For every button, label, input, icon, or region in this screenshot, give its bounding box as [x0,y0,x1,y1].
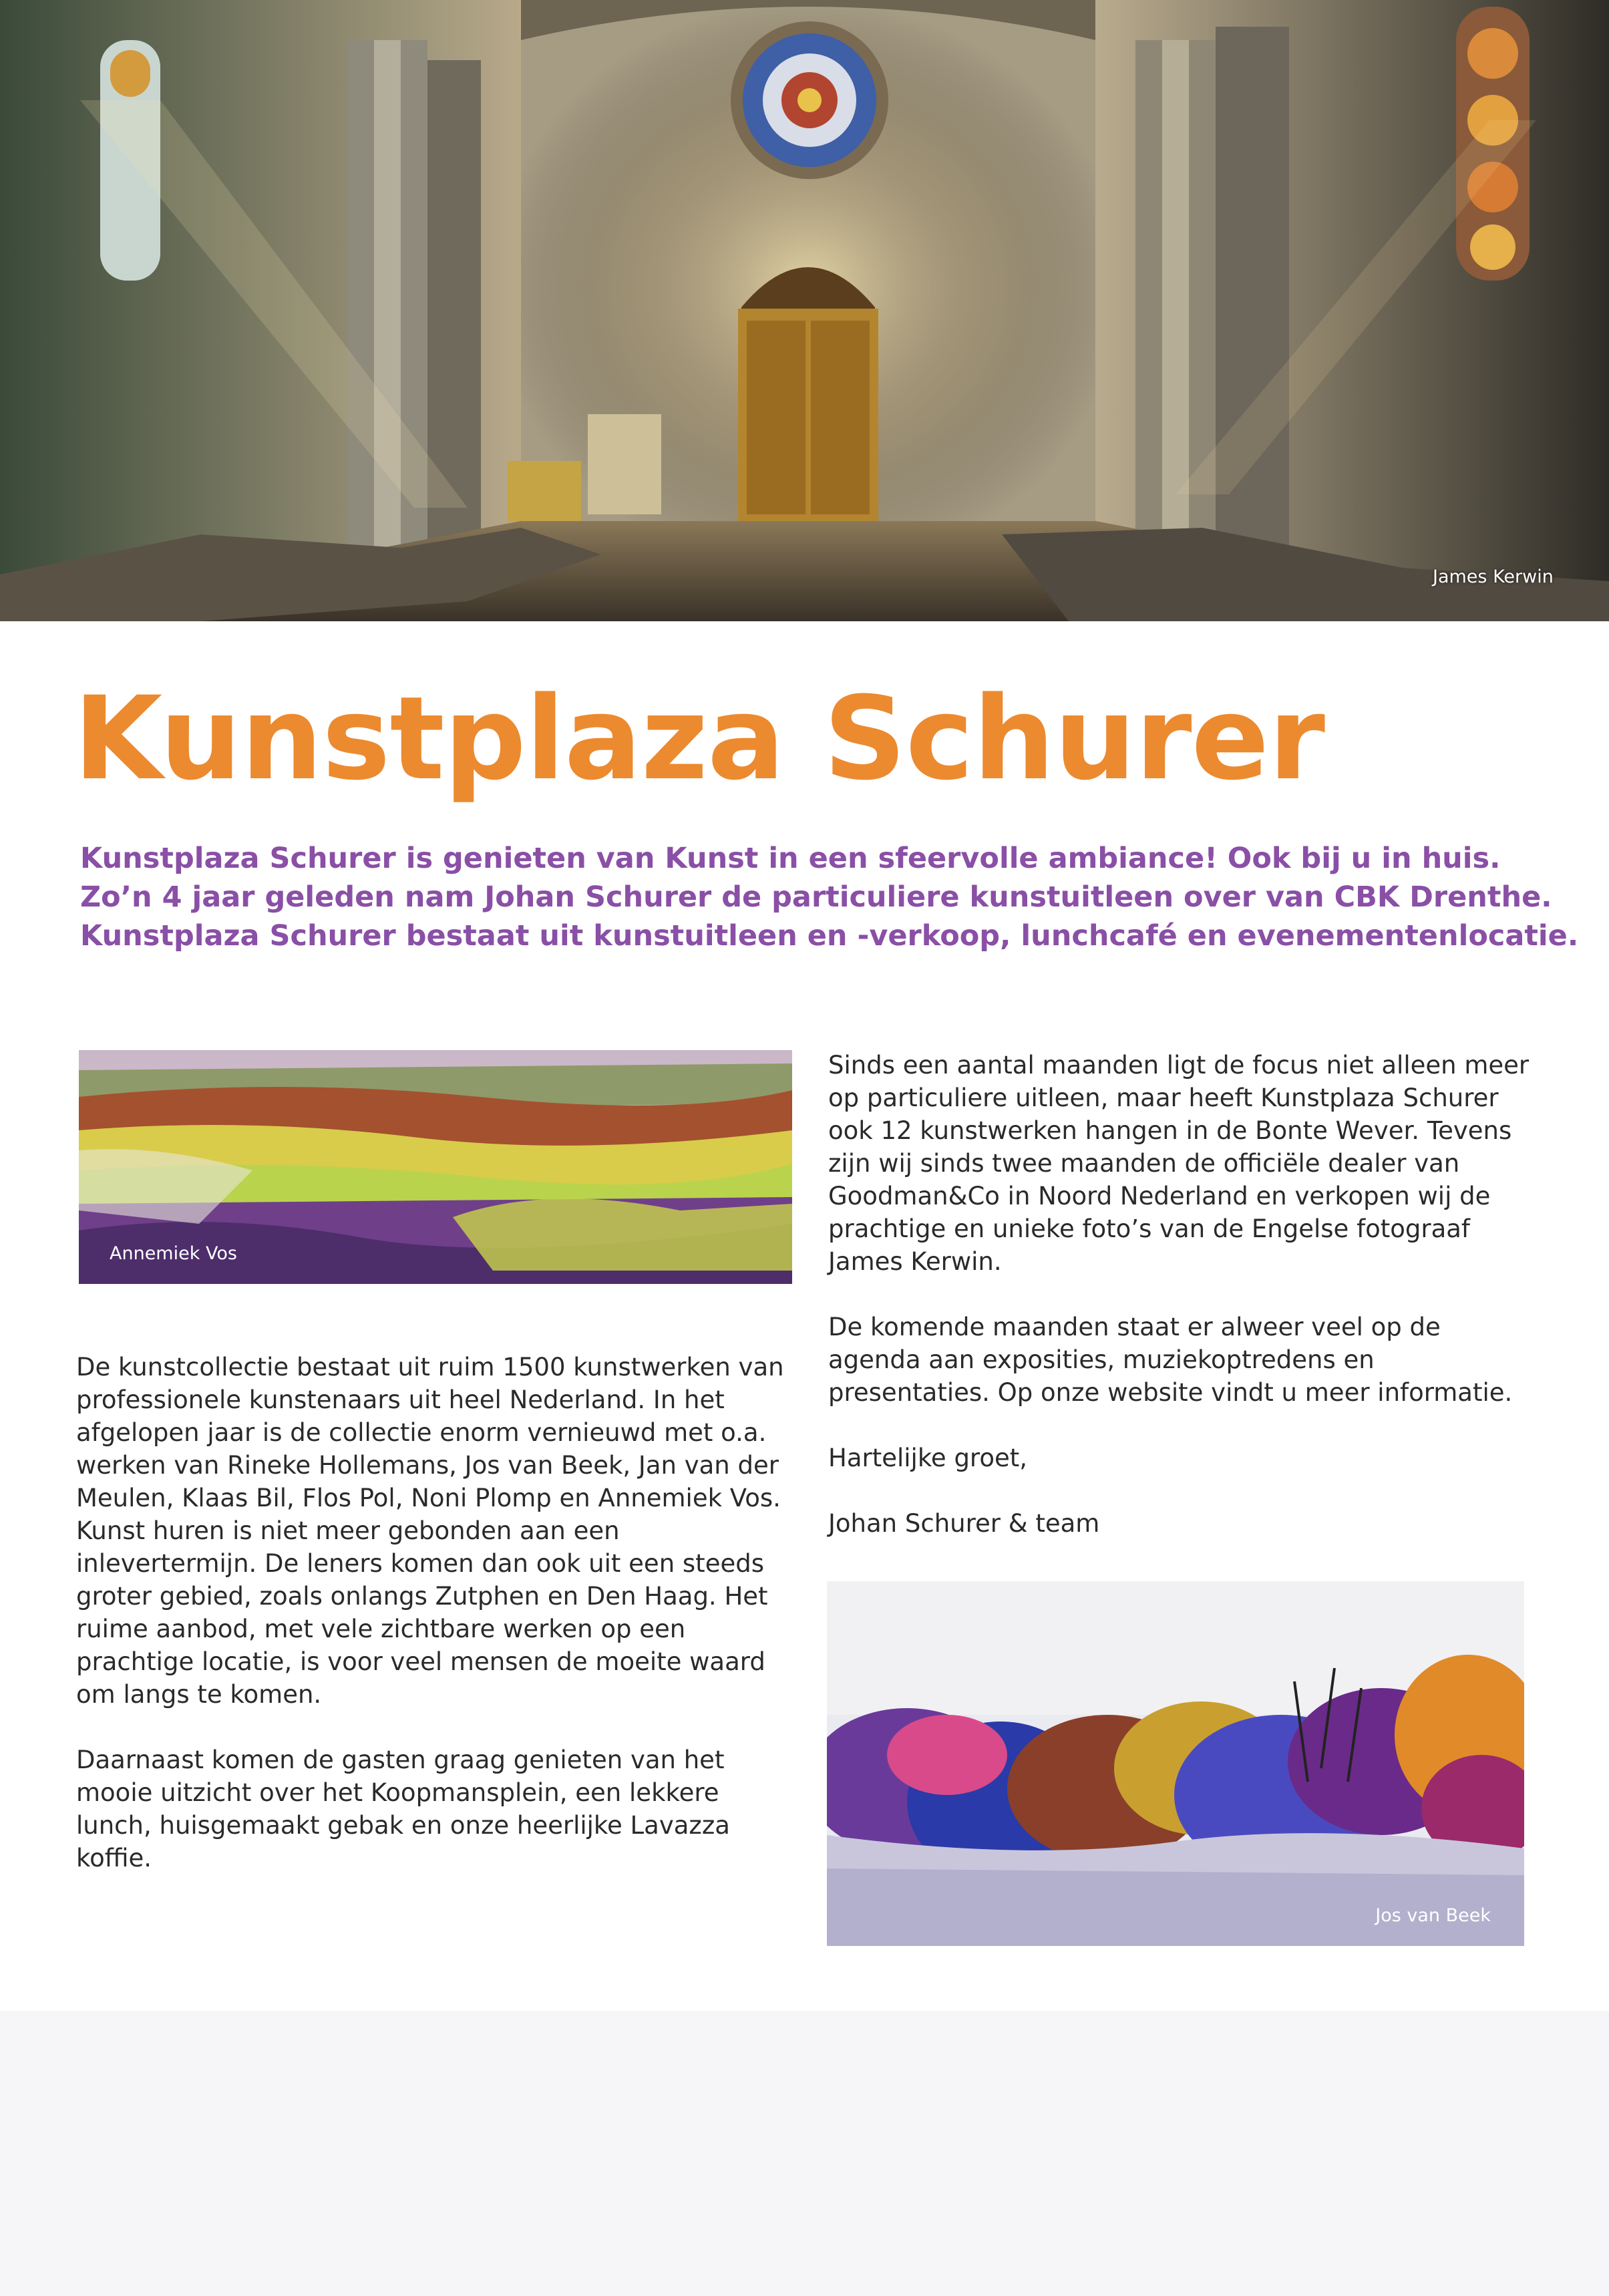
right-text-column [828,1049,1536,1573]
abstract-painting [827,1581,1524,1946]
signature: Johan Schurer & team [828,1509,1100,1538]
greeting: Hartelijke groet, [828,1444,1028,1472]
church-illustration [0,0,1609,621]
body-paragraph: Sinds een aantal maanden ligt de focus niet alleen meer op particuliere uitleen, maar heeft Kunstplaza Schurer ook 12 kunstwerken hangen in de Bonte Wever. Tevens zijn wij sinds twee maanden de officiële dealer van Goodman&Co in Noord Nederland en verkopen wij de prachtige en unieke foto’s van de Engelse fotograaf James Kerwin. [828,1051,1530,1276]
left-text-column [76,1351,784,1907]
page-bottom-band [0,2011,1609,2296]
body-paragraph: De komende maanden staat er alweer veel op de agenda aan exposities, muziekoptredens en presentaties. Op onze website vindt u meer informatie. [828,1313,1513,1407]
intro-line: Kunstplaza Schurer is genieten van Kunst in een sfeervolle ambiance! Ook bij u in huis. [80,842,1501,875]
page-title: Kunstplaza Schurer [73,671,1324,806]
intro-line: Kunstplaza Schurer bestaat uit kunstuitleen en -verkoop, lunchcafé en evenementenlocatie. [80,919,1579,953]
hero-photo-church-interior [0,0,1609,621]
intro-line: Zo’n 4 jaar geleden nam Johan Schurer de particuliere kunstuitleen over van CBK Drenthe. [80,880,1552,914]
intro-paragraph [80,839,1579,955]
image-credit: Annemiek Vos [110,1243,237,1264]
image-credit: Jos van Beek [1375,1905,1491,1926]
body-paragraph: Daarnaast komen de gasten graag genieten van het mooie uitzicht over het Koopmansplein, een lekkere lunch, huisgemaakt gebak en onze heerlijke Lavazza koffie. [76,1746,730,1872]
photo-credit: James Kerwin [1433,566,1554,587]
painting-abstract-image [827,1581,1524,1946]
body-paragraph: De kunstcollectie bestaat uit ruim 1500 kunstwerken van professionele kunstenaars uit heel Nederland. In het afgelopen jaar is de collectie enorm vernieuwd met o.a. werken van Rineke Hollemans, Jos van Beek, Jan van der Meulen, Klaas Bil, Flos Pol, Noni Plomp en Annemiek Vos. Kunst huren is niet meer gebonden aan een inlevertermijn. De leners komen dan ook uit een steeds groter gebied, zoals onlangs Zutphen en Den Haag. Het ruime aanbod, met vele zichtbare werken op een prachtige locatie, is voor veel mensen de moeite waard om langs te komen. [76,1353,784,1709]
painting-landscape-image [79,1050,792,1284]
